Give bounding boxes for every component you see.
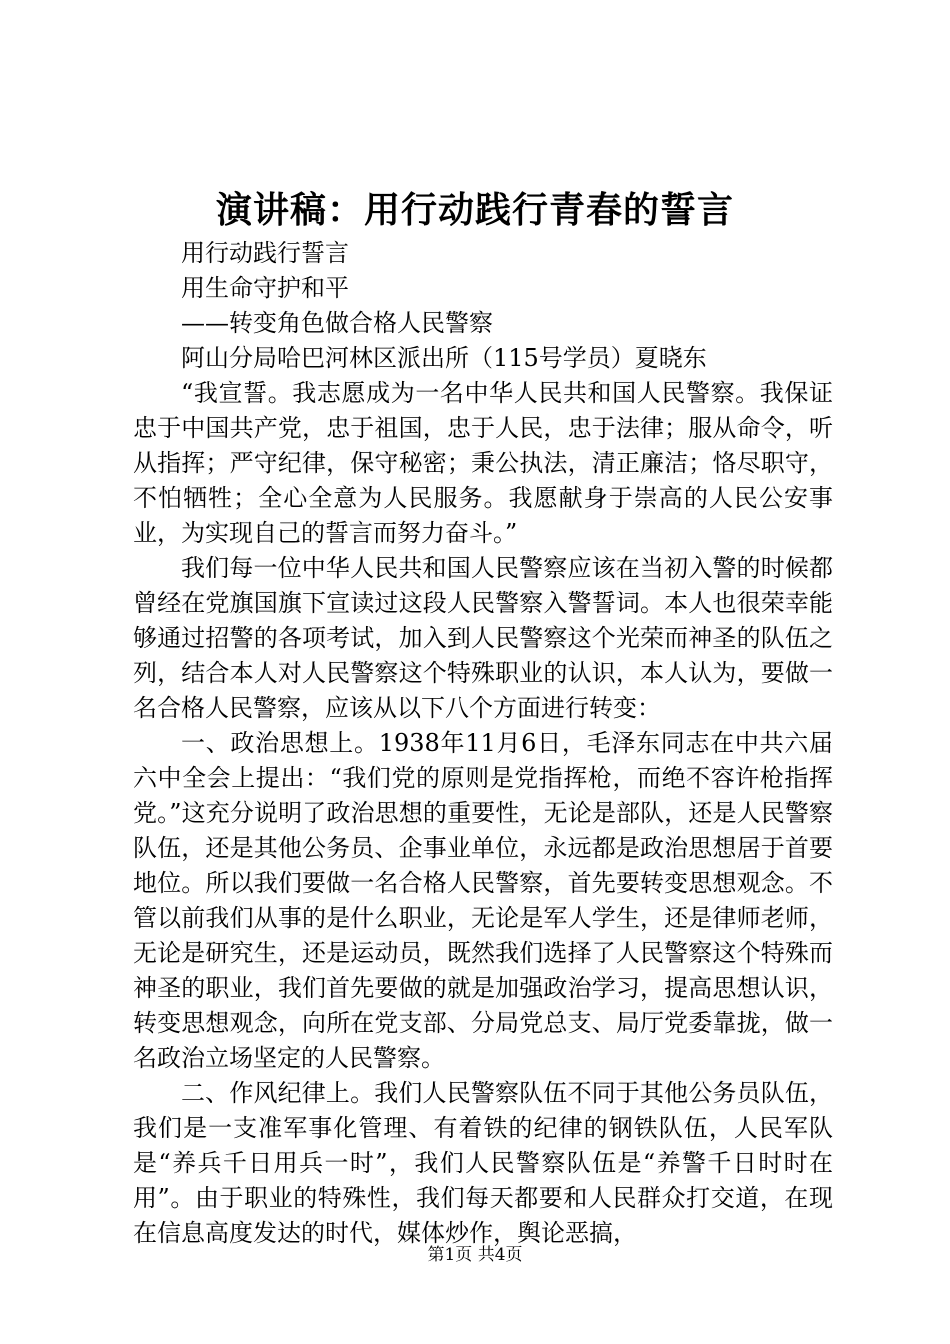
document-body bbox=[133, 236, 833, 1251]
subtitle-line: ——转变角色做合格人民警察 bbox=[181, 309, 493, 337]
subtitle-line: 用行动践行誓言 bbox=[181, 239, 349, 267]
document-title: 演讲稿：用行动践行青春的誓言 bbox=[215, 189, 734, 231]
paragraph-intro: 我们每一位中华人民共和国人民警察应该在当初入警的时候都曾经在党旗国旗下宣读过这段人民警察入警誓词。本人也很荣幸能够通过招警的各项考试，加入到人民警察这个光荣而神圣的队伍之列，结合本人对人民警察这个特殊职业的认识，本人认为，要做一名合格人民警察，应该从以下八个方面进行转变： bbox=[133, 554, 833, 722]
paragraph-oath: “我宣誓。我志愿成为一名中华人民共和国人民警察。我保证忠于中国共产党，忠于祖国，忠于人民，忠于法律；服从命令，听从指挥；严守纪律，保守秘密；秉公执法，清正廉洁；恪尽职守，不怕牺牲；全心全意为人民服务。我愿献身于崇高的人民公安事业，为实现自己的誓言而努力奋斗。” bbox=[133, 379, 833, 547]
paragraph-discipline: 二、作风纪律上。我们人民警察队伍不同于其他公务员队伍，我们是一支准军事化管理、有着铁的纪律的钢铁队伍，人民军队是“养兵千日用兵一时”，我们人民警察队伍是“养警千日时时在用”。由于职业的特殊性，我们每天都要和人民群众打交道，在现在信息高度发达的时代，媒体炒作，舆论恶搞， bbox=[133, 1079, 833, 1247]
subtitle-line: 用生命守护和平 bbox=[181, 274, 349, 302]
page-footer: 第1页 共4页 bbox=[427, 1245, 523, 1265]
paragraph-political: 一、政治思想上。1938年11月6日，毛泽东同志在中共六届六中全会上提出：“我们党的原则是党指挥枪，而绝不容许枪指挥党。”这充分说明了政治思想的重要性，无论是部队，还是人民警察队伍，还是其他公务员、企事业单位，永远都是政治思想居于首要地位。所以我们要做一名合格人民警察，首先要转变思想观念。不管以前我们从事的是什么职业，无论是军人学生，还是律师老师，无论是研究生，还是运动员，既然我们选择了人民警察这个特殊而神圣的职业，我们首先要做的就是加强政治学习，提高思想认识，转变思想观念，向所在党支部、分局党总支、局厅党委靠拢，做一名政治立场坚定的人民警察。 bbox=[133, 729, 833, 1072]
author-line: 阿山分局哈巴河林区派出所（115号学员）夏晓东 bbox=[181, 344, 707, 372]
